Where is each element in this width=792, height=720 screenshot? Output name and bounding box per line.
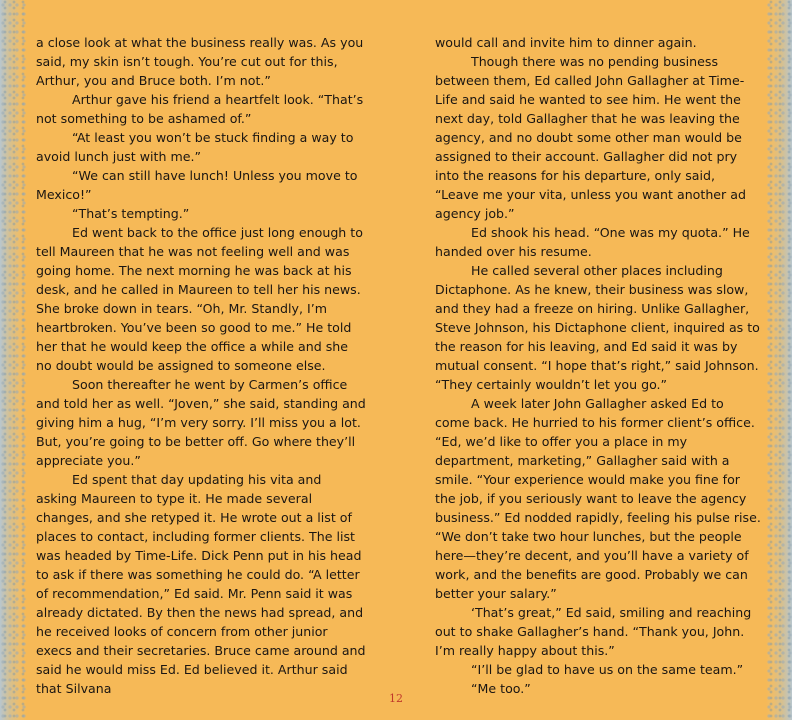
left-text-column (36, 33, 366, 698)
page-edge-left (0, 0, 26, 720)
right-text-column (435, 33, 761, 698)
paragraph: He called several other places including Dictaphone. As he knew, their business was slow, and they had a freeze on hiring. Unlike Gallagher, Steve Johnson, his Dictaphone client, inquired as to the reason for his leaving, and Ed said it was by mutual consent. “I hope that’s right,” said Johnson. “They certainly wouldn’t let you go.” (435, 263, 760, 392)
paragraph: “We can still have lunch! Unless you move to Mexico!” (36, 168, 358, 202)
page-number: 12 (389, 692, 403, 705)
paragraph: Ed shook his head. “One was my quota.” He handed over his resume. (435, 225, 750, 259)
paragraph: Soon thereafter he went by Carmen’s office and told her as well. “Joven,” she said, standing and giving him a hug, “I’m very sorry. I’ll miss you a lot. But, you’re going to be better off. Go where they’ll appreciate you.” (36, 377, 366, 468)
paragraph: would call and invite him to dinner again. (435, 35, 697, 50)
paragraph: Though there was no pending business between them, Ed called John Gallagher at Time-Life and said he wanted to see him. He went the next day, told Gallagher that he was leaving the agency, and no doubt some other man would be assigned to their account. Gallagher did not pry into the reasons for his departure, only said, “Leave me your vita, unless you want another ad agency job.” (435, 54, 746, 221)
paragraph: Arthur gave his friend a heartfelt look. “That’s not something to be ashamed of.” (36, 92, 364, 126)
paragraph: “Me too.” (471, 681, 531, 696)
paragraph: Ed spent that day updating his vita and asking Maureen to type it. He made several changes, and she retyped it. He wrote out a list of places to contact, including former clients. The list was headed by Time-Life. Dick Penn put in his head to ask if there was something he could do. “A letter of recommendation,” Ed said. Mr. Penn said it was already dictated. By then the news had spread, and he received looks of concern from other junior execs and their secretaries. Bruce came around and said he would miss Ed. Ed believed it. Arthur said that Silvana (36, 472, 366, 696)
paragraph: A week later John Gallagher asked Ed to come back. He hurried to his former client’s office. “Ed, we’d like to offer you a place in my department, marketing,” Gallagher said with a smile. “Your experience would make you fine for the job, if you seriously want to leave the agency business.” Ed nodded rapidly, feeling his pulse rise. “We don’t take two hour lunches, but the people here—they’re decent, and you’ll have a variety of work, and the benefits are good. Probably we can better your salary.” (435, 396, 761, 601)
paragraph: “I’ll be glad to have us on the same team.” (471, 662, 744, 677)
paragraph: “That’s tempting.” (72, 206, 190, 221)
paragraph: Ed went back to the office just long enough to tell Maureen that he was not feeling well and was going home. The next morning he was back at his desk, and he called in Maureen to tell her his news. She broke down in tears. “Oh, Mr. Standly, I’m heartbroken. You’ve been so good to me.” He told her that he would keep the office a while and she no doubt would be assigned to someone else. (36, 225, 363, 373)
page-edge-right (766, 0, 792, 720)
paragraph: “At least you won’t be stuck finding a way to avoid lunch just with me.” (36, 130, 354, 164)
paragraph: a close look at what the business really was. As you said, my skin isn’t tough. You’re cut out for this, Arthur, you and Bruce both. I’m not.” (36, 35, 364, 88)
paragraph: ‘That’s great,” Ed said, smiling and reaching out to shake Gallagher’s hand. “Thank you, John. I’m really happy about this.” (435, 605, 752, 658)
